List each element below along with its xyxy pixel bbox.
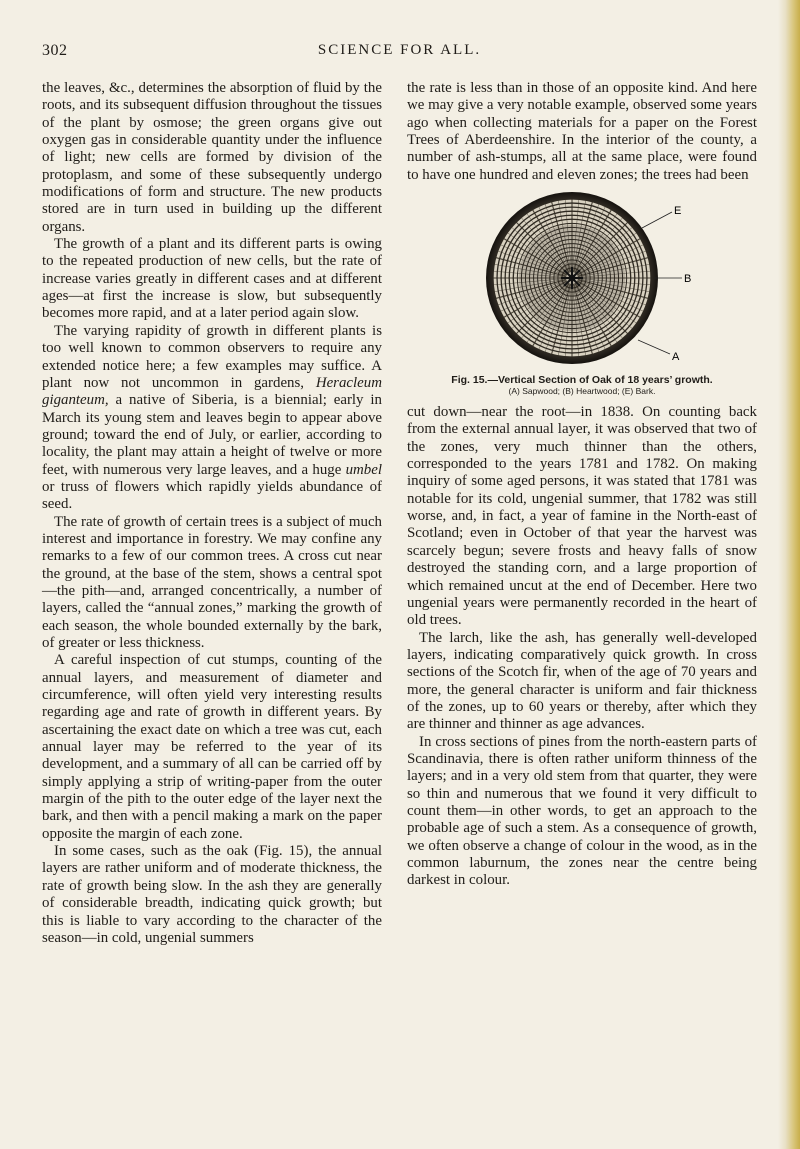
figure-caption: Fig. 15.—Vertical Section of Oak of 18 years’ growth. <box>451 374 713 387</box>
paragraph <box>42 323 382 514</box>
running-title: SCIENCE FOR ALL. <box>317 42 482 58</box>
oak-cross-section-illustration <box>432 190 732 368</box>
paragraph: In some cases, such as the oak (Fig. 15), the annual layers are rather uniform and of moderate thickness, the rate of growth being slow. In the ash they are generally of considerable breadth, indicating quick growth; but this is liable to vary according to the character of the season—in cold, ungenial summers <box>42 843 382 946</box>
paragraph: The rate of growth of certain trees is a subject of much interest and importance in forestry. We may confine any remarks to a few of our common trees. A cross cut near the ground, at the base of the stem, shows a central spot—the pith—and, arranged concentrically, a number of layers, called the “annual zones,” marking the growth of each season, the whole bounded externally by the bark, of greater or less thickness. <box>42 513 382 651</box>
paragraph: A careful inspection of cut stumps, counting of the annual layers, and measurement of diameter and circumference, will often yield very interesting results regarding age and rate of growth in different years. By ascertaining the exact date on which a tree was cut, each annual layer may be referred to the year of its development, and a summary of all can be carried off by simply applying a strip of writing-paper from the outer margin of the pith to the outer edge of the layer next the bark, and then with a pencil making a mark on the paper opposite the margin of each zone. <box>42 652 382 842</box>
page-edge <box>778 0 800 1149</box>
pith-center <box>569 275 576 282</box>
oak-rings-group <box>486 192 658 364</box>
text-run: or truss of flowers which rapidly yields abundance of seed. <box>42 478 382 513</box>
paragraph: The larch, like the ash, has generally well-developed layers, indicating comparatively quick growth. In cross sections of the Scotch fir, when of the age of 70 years and more, the general character is uniform and fair thickness of the zones, up to 60 years or thereby, after which they are thinner and thinner as age advances. <box>407 629 757 733</box>
left-column <box>42 80 382 947</box>
paragraph: In cross sections of pines from the north-eastern parts of Scandinavia, there is often rather uniform thinness of the layers; and in a very old stem from that quarter, they were so thin and numerous that we found it very difficult to count them—in other words, to get an approach to the probable age of such a stem. As a consequence of growth, we often observe a change of colour in the wood, as in the common laburnum, the zones near the centre being darkest in colour. <box>407 733 757 889</box>
figure-subcaption: (A) Sapwood; (B) Heartwood; (E) Bark. <box>508 386 656 397</box>
paragraph: cut down—near the root—in 1838. On counting back from the external annual layer, it was observed that two of the zones, very much thinner than the others, corresponded to the years 1781 and 1782. On making inquiry of some aged persons, it was stated that 1781 was notable for its cold, ungenial summer, that 1782 was still worse, and, in fact, a year of famine in the North-east of Scotland; even in October of that year the harvest was scarcely begun; severe frosts and heavy falls of snow destroyed the standing corn, and a large proportion of which remained uncut at the end of December. Here two ungenial years were permanently recorded in the heart of old trees. <box>407 404 757 629</box>
page-number: 302 <box>42 42 68 59</box>
label-e: E <box>674 205 682 218</box>
paragraph: The growth of a plant and its different parts is owing to the repeated production of new cells, but the rate of increase varies greatly in different cases and at different ages—at first the increase is slow, but subsequently becomes more rapid, and at a later period again slow. <box>42 236 382 322</box>
pointer-a <box>638 340 670 354</box>
label-a: A <box>672 351 680 364</box>
pointer-e <box>642 212 672 228</box>
italic-term: umbel <box>345 461 382 478</box>
text-run: a native of Siberia, is a biennial; early in March its young stem and leaves begin to appear above ground; toward the end of July, or earlier, according to locality, the plant may attain a height of twelve or more feet, with numerous very large leaves, and a huge <box>42 392 382 478</box>
figure-oak-section <box>407 190 757 370</box>
page-header <box>42 42 757 64</box>
paragraph: the rate is less than in those of an opposite kind. And here we may give a very notable example, observed some years ago when collecting materials for a paper on the Forest Trees of Aberdeenshire. In the interior of the county, a number of ash-stumps, all at the same place, were found to have one hundred and eleven zones; the trees had been <box>407 80 757 183</box>
label-b: B <box>684 273 692 286</box>
right-column <box>407 80 757 890</box>
paragraph: the leaves, &c., determines the absorption of fluid by the roots, and its subsequent diffusion throughout the tissues of the plant by osmose; the green organs give out oxygen gas in considerable quantity under the influence of light; new cells are formed by division of the protoplasm, and some of these subsequently undergo modifications of form and structure. The new products stored are in turn used in building up the different organs. <box>42 80 382 235</box>
text-run: The varying rapidity of growth in different plants is too well known to common observers to require any extended notice here; a few examples may suffice. A plant now not uncommon in gardens, <box>42 322 382 391</box>
italic-term: Heracleum giganteum, <box>42 374 382 409</box>
